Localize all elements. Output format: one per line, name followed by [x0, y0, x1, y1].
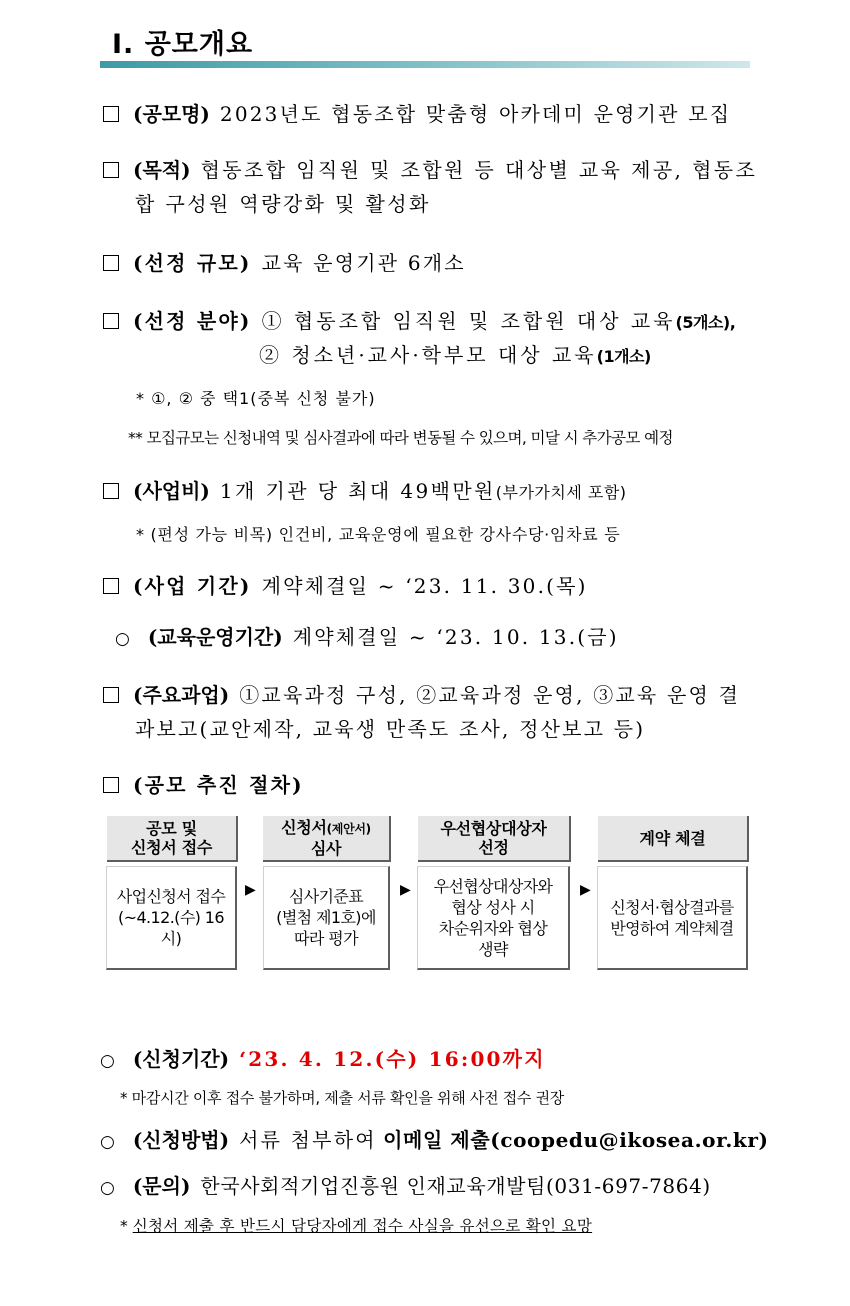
- step-1-header: [107, 816, 238, 862]
- step-3-body-line2: 협상 성사 시: [451, 897, 535, 917]
- item-label: (사업 기간): [133, 574, 252, 598]
- checkbox-icon: [103, 162, 119, 178]
- checkbox-icon: [103, 313, 119, 329]
- step-1-body-line1: 사업신청서 접수: [116, 887, 226, 906]
- item-tasks: [103, 685, 740, 705]
- step-2-body-line1: 심사기준표: [288, 887, 364, 906]
- circle-bullet-icon: ○: [100, 1178, 115, 1198]
- arrow-right-icon: ▶: [580, 882, 591, 898]
- contact-note: 신청서 제출 후 반드시 담당자에게 접수 사실을 유선으로 확인 요망: [132, 1217, 593, 1235]
- item-label: (문의): [132, 1174, 191, 1198]
- step-2-body: [263, 866, 390, 970]
- step-3-header-line1: 우선협상대상자: [440, 819, 547, 838]
- circle-bullet-icon: ○: [100, 1051, 115, 1071]
- step-4-header-text: 계약 체결: [639, 828, 706, 848]
- field-line-1-count: (5개소),: [675, 313, 736, 332]
- item-text: 계약체결일 ~ ‘23. 11. 30.(목): [261, 574, 588, 598]
- step-1-header-line2: 신청서 접수: [130, 838, 213, 857]
- item-text: 교육 운영기관 6개소: [261, 251, 466, 275]
- arrow-right-icon: ▶: [400, 882, 411, 898]
- title-underline: [100, 61, 750, 68]
- item-label: (공모 추진 절차): [133, 773, 304, 797]
- apply-note: * 마감시간 이후 접수 불가하며, 제출 서류 확인을 위해 사전 접수 권장: [120, 1089, 564, 1107]
- step-3-header-line2: 선정: [478, 838, 509, 857]
- apply-deadline: ‘23. 4. 12.(수) 16:00까지: [239, 1047, 546, 1071]
- checkbox-icon: [103, 106, 119, 122]
- item-text: ①교육과정 구성, ②교육과정 운영, ③교육 운영 결: [239, 683, 741, 707]
- step-3-body: [417, 866, 570, 970]
- step-2-header: [263, 816, 391, 862]
- section-title: Ⅰ. 공모개요: [112, 29, 254, 60]
- item-label: (교육운영기간): [147, 625, 283, 649]
- item-text-cont: 합 구성원 역량강화 및 활성화: [135, 192, 431, 216]
- field-line-1: ① 협동조합 임직원 및 조합원 대상 교육: [261, 309, 676, 333]
- step-3-body-line3: 차순위자와 협상: [438, 918, 548, 938]
- item-label: (목적): [133, 158, 191, 182]
- field-line-2-count: (1개소): [596, 347, 651, 366]
- apply-email: 이메일 제출(coopedu@ikosea.or.kr): [383, 1128, 769, 1152]
- item-edu-period: [115, 627, 619, 649]
- step-1-body: [106, 866, 237, 970]
- item-field: [103, 311, 735, 333]
- field-line-2-row: [259, 345, 651, 367]
- step-3-body-line1: 우선협상대상자와: [433, 876, 553, 896]
- item-contact: [100, 1176, 711, 1198]
- step-2-header-text: 신청서: [281, 818, 327, 837]
- step-3-body-line4: 생략: [478, 939, 508, 959]
- item-label: (사업비): [133, 479, 210, 503]
- item-text: 서류 첨부하여: [239, 1128, 377, 1152]
- checkbox-icon: [103, 687, 119, 703]
- item-label: (주요과업): [133, 683, 230, 707]
- item-label: (선정 분야): [133, 309, 252, 333]
- item-period: [103, 576, 588, 596]
- step-4-body-line2: 반영하여 계약체결: [610, 918, 734, 938]
- item-label: (신청기간): [132, 1047, 230, 1071]
- item-text-cont: 과보고(교안제작, 교육생 만족도 조사, 정산보고 등): [135, 717, 646, 741]
- item-apply-method: [100, 1130, 769, 1152]
- item-label: (신청방법): [132, 1128, 230, 1152]
- checkbox-icon: [103, 777, 119, 793]
- item-text: 협동조합 임직원 및 조합원 등 대상별 교육 제공, 협동조: [200, 158, 758, 182]
- item-label: (공모명): [133, 102, 210, 126]
- step-1-header-line1: 공모 및: [146, 819, 197, 838]
- circle-bullet-icon: ○: [100, 1132, 115, 1152]
- item-scale: [103, 253, 466, 273]
- item-budget: [103, 481, 627, 503]
- field-note-2: ** 모집규모는 신청내역 및 심사결과에 따라 변동될 수 있으며, 미달 시 추가공모 예정: [128, 429, 673, 447]
- checkbox-icon: [103, 255, 119, 271]
- step-2-body-line3: 따라 평가: [294, 929, 358, 948]
- step-4-header: [598, 816, 749, 862]
- item-text: 2023년도 협동조합 맞춤형 아카데미 운영기관 모집: [219, 102, 732, 126]
- arrow-right-icon: ▶: [245, 882, 256, 898]
- circle-bullet-icon: ○: [115, 629, 130, 649]
- item-text: 1개 기관 당 최대 49백만원: [219, 479, 496, 503]
- step-4-body: [597, 866, 748, 970]
- step-2-header-line1: [281, 818, 371, 839]
- contact-note-row: [120, 1214, 592, 1236]
- checkbox-icon: [103, 483, 119, 499]
- item-apply-period: [100, 1049, 546, 1071]
- field-note-1: * ①, ② 중 택1(중복 신청 불가): [136, 389, 376, 408]
- field-line-2: ② 청소년·교사·학부모 대상 교육: [259, 343, 597, 367]
- item-text: 계약체결일 ~ ‘23. 10. 13.(금): [292, 625, 619, 649]
- item-suffix: (부가가치세 포함): [495, 483, 627, 502]
- step-2-header-line2: 심사: [310, 839, 342, 858]
- note-star: *: [120, 1217, 128, 1235]
- step-3-header: [418, 816, 571, 862]
- item-procedure: [103, 775, 314, 795]
- step-2-body-line2: (별첨 제1호)에: [276, 908, 376, 927]
- item-purpose: [103, 160, 757, 180]
- budget-note: * (편성 가능 비목) 인건비, 교육운영에 필요한 강사수당·임차료 등: [136, 525, 621, 544]
- step-4-body-line1: 신청서·협상결과를: [610, 897, 734, 917]
- item-label: (선정 규모): [133, 251, 252, 275]
- item-text: 한국사회적기업진흥원 인재교육개발팀(031-697-7864): [200, 1174, 711, 1198]
- step-2-header-small: (제안서): [326, 822, 371, 836]
- step-1-body-line2: (~4.12.(수) 16시): [118, 908, 224, 948]
- item-project-name: [103, 104, 731, 124]
- checkbox-icon: [103, 578, 119, 594]
